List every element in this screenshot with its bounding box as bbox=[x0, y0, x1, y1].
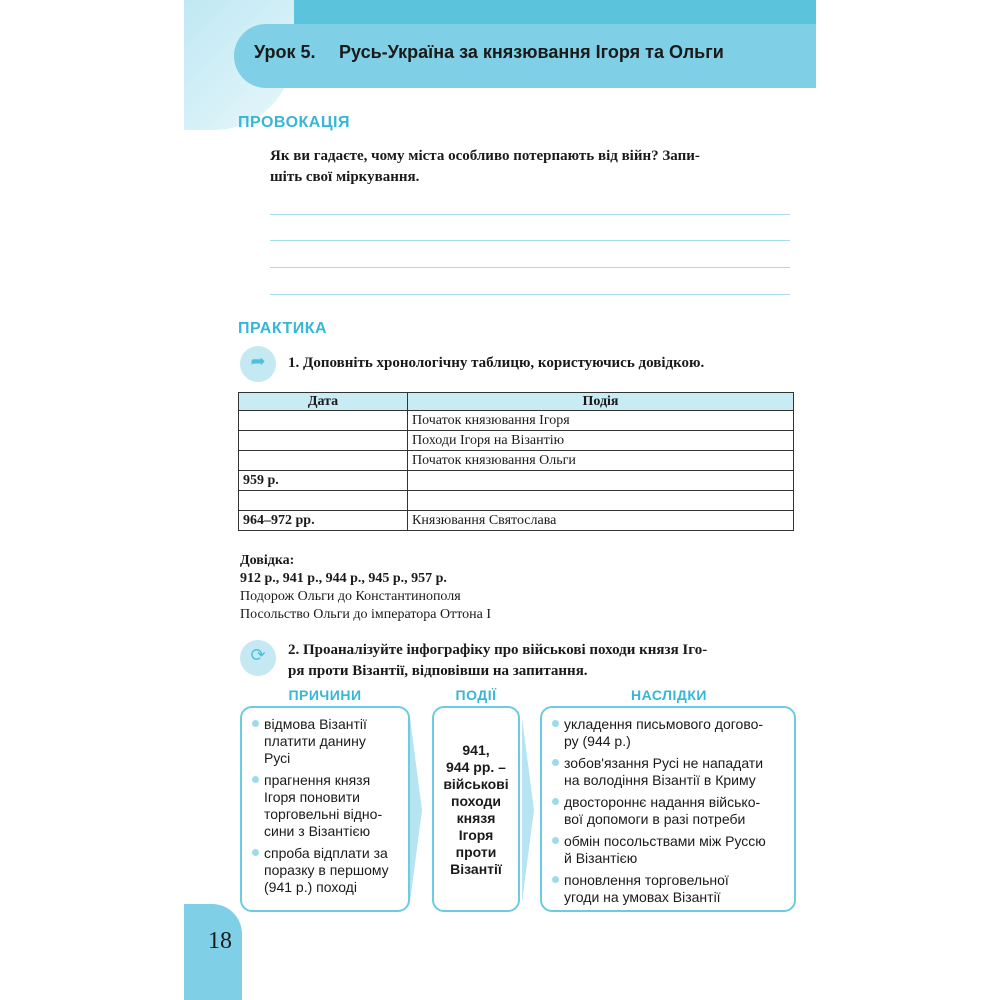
table-row bbox=[239, 451, 794, 471]
task2-instruction: 2. Проаналізуйте інфографіку про військові походи князя Іго- ря проти Візантії, відповівши на запитання. bbox=[288, 642, 708, 679]
bullet-icon bbox=[252, 849, 259, 856]
list-item-line: Ігоря поновити bbox=[264, 789, 360, 805]
event-line: 941, bbox=[462, 742, 490, 758]
date-cell[interactable] bbox=[239, 431, 408, 451]
date-cell[interactable] bbox=[239, 411, 408, 431]
table-row bbox=[239, 431, 794, 451]
table-row bbox=[239, 411, 794, 431]
consequences-heading: НАСЛІДКИ bbox=[631, 687, 707, 703]
bullet-icon bbox=[552, 720, 559, 727]
reference-dates: 912 р., 941 р., 944 р., 945 р., 957 р. bbox=[240, 571, 447, 586]
list-item-line: ру (944 р.) bbox=[564, 733, 631, 749]
reference-label: Довідка: bbox=[240, 553, 295, 568]
provocation-heading: ПРОВОКАЦІЯ bbox=[238, 114, 350, 131]
list-item bbox=[252, 845, 402, 896]
list-item bbox=[552, 755, 788, 789]
reference-item: Подорож Ольги до Константинополя bbox=[240, 589, 461, 604]
table-row bbox=[239, 511, 794, 531]
list-item-line: поновлення торговельної bbox=[564, 872, 729, 888]
cycle-task-icon: ⟳ bbox=[240, 640, 276, 676]
list-item-line: Русі bbox=[264, 750, 291, 766]
list-item bbox=[552, 794, 788, 828]
list-item-line: відмова Візантії bbox=[264, 716, 367, 732]
consequences-box bbox=[540, 706, 796, 912]
list-item-line: прагнення князя bbox=[264, 772, 371, 788]
date-cell: 959 р. bbox=[239, 471, 408, 491]
provocation-question: Як ви гадаєте, чому міста особливо потерпають від війн? Запи- шіть свої міркування. bbox=[270, 148, 700, 185]
date-cell[interactable] bbox=[239, 491, 408, 511]
causes-box bbox=[240, 706, 410, 912]
list-item bbox=[252, 772, 402, 840]
list-item bbox=[252, 716, 402, 767]
list-item bbox=[552, 716, 788, 750]
event-line: проти bbox=[455, 844, 497, 860]
table-row bbox=[239, 471, 794, 491]
event-cell[interactable] bbox=[408, 471, 794, 491]
bullet-icon bbox=[552, 876, 559, 883]
reference-block bbox=[240, 552, 491, 624]
event-line: Ігоря bbox=[458, 827, 494, 843]
reference-item: Посольство Ольги до імператора Оттона І bbox=[240, 607, 492, 622]
lesson-title: Русь-Україна за князювання Ігоря та Ольги bbox=[339, 42, 724, 62]
arrow-right-icon bbox=[410, 718, 422, 902]
textbook-page bbox=[184, 0, 816, 1000]
list-item-line: зобов'язання Русі не нападати bbox=[564, 755, 764, 771]
table-row bbox=[239, 491, 794, 511]
list-item-line: двостороннє надання військо- bbox=[564, 794, 761, 810]
list-item-line: платити данину bbox=[264, 733, 366, 749]
writing-line[interactable] bbox=[270, 294, 790, 295]
event-cell: Князювання Святослава bbox=[408, 511, 794, 531]
arrow-task-icon: ➦ bbox=[240, 346, 276, 382]
list-item-line: угоди на умовах Візантії bbox=[564, 889, 721, 905]
chronology-table bbox=[238, 392, 794, 531]
date-cell[interactable] bbox=[239, 451, 408, 471]
page-number: 18 bbox=[208, 928, 232, 954]
date-cell: 964–972 рр. bbox=[239, 511, 408, 531]
events-box bbox=[432, 706, 520, 912]
event-cell: Походи Ігоря на Візантію bbox=[408, 431, 794, 451]
event-line: 944 рр. – bbox=[446, 759, 506, 775]
event-cell: Початок князювання Ольги bbox=[408, 451, 794, 471]
writing-line[interactable] bbox=[270, 214, 790, 215]
list-item-line: сини з Візантією bbox=[264, 823, 371, 839]
bullet-icon bbox=[552, 759, 559, 766]
list-item bbox=[552, 872, 788, 906]
event-line: Візантії bbox=[450, 861, 502, 877]
practice-heading: ПРАКТИКА bbox=[238, 320, 328, 337]
event-cell[interactable] bbox=[408, 491, 794, 511]
event-cell: Початок князювання Ігоря bbox=[408, 411, 794, 431]
event-line: князя bbox=[456, 810, 496, 826]
list-item-line: на володіння Візантії в Криму bbox=[564, 772, 756, 788]
lesson-number: Урок 5. bbox=[254, 42, 316, 62]
bullet-icon bbox=[552, 837, 559, 844]
bullet-icon bbox=[552, 798, 559, 805]
task1-instruction: 1. Доповніть хронологічну таблицю, користуючись довідкою. bbox=[288, 355, 705, 371]
event-line: військові bbox=[443, 776, 509, 792]
arrow-right-icon bbox=[522, 718, 534, 902]
list-item-line: вої допомоги в разі потреби bbox=[564, 811, 746, 827]
bullet-icon bbox=[252, 776, 259, 783]
list-item-line: поразку в першому bbox=[264, 862, 389, 878]
list-item-line: торговельні відно- bbox=[264, 806, 383, 822]
list-item-line: спроба відплати за bbox=[264, 845, 388, 861]
table-header-event: Подія bbox=[408, 393, 794, 411]
list-item-line: й Візантією bbox=[564, 850, 638, 866]
event-text bbox=[434, 742, 518, 878]
event-line: походи bbox=[451, 793, 501, 809]
list-item bbox=[552, 833, 788, 867]
list-item-line: (941 р.) поході bbox=[264, 879, 357, 895]
events-heading: ПОДІЇ bbox=[455, 687, 497, 703]
table-header-date: Дата bbox=[239, 393, 408, 411]
list-item-line: укладення письмового догово- bbox=[564, 716, 764, 732]
writing-line[interactable] bbox=[270, 267, 790, 268]
bullet-icon bbox=[252, 720, 259, 727]
writing-line[interactable] bbox=[270, 240, 790, 241]
causes-heading: ПРИЧИНИ bbox=[288, 687, 362, 703]
list-item-line: обмін посольствами між Руссю bbox=[564, 833, 766, 849]
